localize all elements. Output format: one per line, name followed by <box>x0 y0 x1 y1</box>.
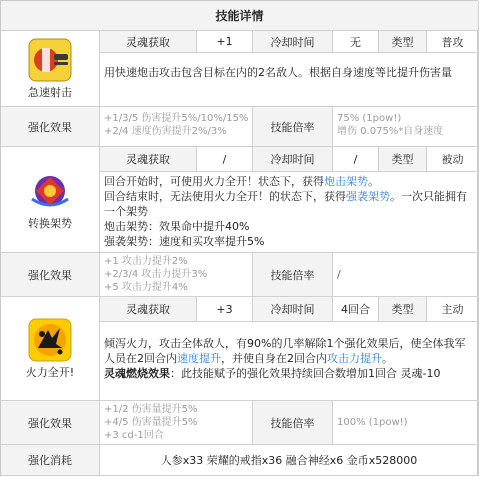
skill-3-desc-text: 。 <box>382 352 393 365</box>
skill-1-rate-main: 75% (1pow!) <box>337 113 402 124</box>
skill-3-type-value: 主动 <box>427 297 479 322</box>
skill-2-enh-item: +1 攻击力提升2% <box>104 256 188 267</box>
stance-switch-icon <box>28 169 72 213</box>
attack-up-link[interactable]: 攻击力提升 <box>327 352 382 365</box>
skill-3-cd-label: 冷却时间 <box>253 297 333 322</box>
skill-3-desc-text: ：此技能赋予的强化效果持续回合数增加1回合 灵魂-10 <box>170 367 441 380</box>
skill-3-enh-label: 强化效果 <box>1 401 100 445</box>
skill-3-type-label: 类型 <box>379 297 427 322</box>
skill-1-soul-label: 灵魂获取 <box>100 31 197 53</box>
skill-3-desc-text: 倾泻火力，攻击全体敌人，有90%的几率解除1个强化效果后，使全体我军人员在2回合内 <box>104 337 466 365</box>
skill-1-cd-value: 无 <box>333 31 379 53</box>
skill-2-rate: / <box>333 253 479 297</box>
skill-2-cd-value: / <box>333 147 379 172</box>
skill-2-soul-value: / <box>197 147 253 172</box>
skill-2-type-value: 被动 <box>427 147 479 172</box>
skill-1-enh-item: +2/4 速度伤害提升2%/3% <box>104 126 227 137</box>
skill-2-name: 转换架势 <box>28 216 72 230</box>
skill-2-rate-label: 技能倍率 <box>253 253 333 297</box>
skill-1-type-value: 普攻 <box>427 31 479 53</box>
skill-2-enh-item: +2/3/4 攻击力提升3% <box>104 269 208 280</box>
skill-3-cd-value: 4回合 <box>333 297 379 322</box>
skill-2-enh-item: +5 攻击力提升4% <box>104 282 188 293</box>
skill-1-enh-item: +1/3/5 伤害提升5%/10%/15% <box>104 113 249 124</box>
skill-3-desc-line <box>104 336 474 366</box>
skill-2-desc-text: 。一次只能拥有一个架势 <box>104 190 467 218</box>
rapid-fire-icon <box>28 38 72 82</box>
skill-1-rate-label: 技能倍率 <box>253 107 333 147</box>
cost-label: 强化消耗 <box>1 445 100 476</box>
barrage-stance-link[interactable]: 炮击架势 <box>324 175 368 188</box>
skill-2-enh-label: 强化效果 <box>1 253 100 297</box>
cost-value: 人参x33 荣耀的戒指x36 融合神经x6 金币x528000 <box>100 445 479 476</box>
skill-2-soul-label: 灵魂获取 <box>100 147 197 172</box>
skill-1-enh-label: 强化效果 <box>1 107 100 147</box>
skill-2-desc-line <box>104 174 474 189</box>
skill-1-cd-label: 冷却时间 <box>253 31 333 53</box>
speed-up-link[interactable]: 速度提升 <box>177 352 221 365</box>
skill-2-cd-label: 冷却时间 <box>253 147 333 172</box>
skill-3-rate: 100% (1pow!) <box>333 401 479 445</box>
skill-1-soul-value: +1 <box>197 31 253 53</box>
skill-3-name: 火力全开! <box>25 365 75 379</box>
skill-2-desc-text: 回合开始时，可使用火力全开！状态下，获得 <box>104 175 324 188</box>
skill-2-desc-line: 强袭架势：速度和买攻率提升5% <box>104 235 265 248</box>
skill-2-desc-line: 炮击架势：效果命中提升40% <box>104 220 250 233</box>
skill-3-soul-label: 灵魂获取 <box>100 297 197 322</box>
skill-3-enh-list <box>100 401 253 445</box>
skill-2-description <box>100 172 479 253</box>
skill-2-desc-line <box>104 189 474 219</box>
skill-3-enh-item: +3 cd-1回合 <box>104 430 164 441</box>
skill-2-enh-list <box>100 253 253 297</box>
assault-stance-link[interactable]: 强袭架势 <box>346 190 390 203</box>
skill-3-rate-label: 技能倍率 <box>253 401 333 445</box>
skill-1-enh-list <box>100 107 253 147</box>
skill-2-card[interactable] <box>1 147 100 253</box>
full-firepower-icon <box>28 318 72 362</box>
skill-1-rate-bonus: 增伤 0.075%*自身速度 <box>337 126 444 137</box>
skill-3-enh-item: +4/5 伤害量提升5% <box>104 417 198 428</box>
skill-1-desc-text: 用快速炮击攻击包含目标在内的2名敌人。根据自身速度等比提升伤害量 <box>104 66 452 79</box>
skill-2-desc-text: 回合结束时，无法使用火力全开！的状态下，获得 <box>104 190 346 203</box>
skill-1-card[interactable] <box>1 31 100 107</box>
skill-2-type-label: 类型 <box>379 147 427 172</box>
skill-3-enh-item: +1/2 伤害量提升5% <box>104 404 198 415</box>
skill-2-desc-text: 。 <box>368 175 379 188</box>
skill-3-desc-line <box>104 366 474 381</box>
skill-3-desc-text: ，并使自身在2回合内 <box>221 352 327 365</box>
skill-1-name: 急速射击 <box>28 85 72 99</box>
skill-1-description <box>100 53 479 107</box>
soul-burn-label: 灵魂燃烧效果 <box>104 367 170 380</box>
skill-3-description <box>100 322 479 401</box>
skill-3-soul-value: +3 <box>197 297 253 322</box>
panel-title: 技能详情 <box>1 1 479 31</box>
skill-3-card[interactable] <box>1 297 100 401</box>
skill-1-type-label: 类型 <box>379 31 427 53</box>
skill-1-rate <box>333 107 479 147</box>
